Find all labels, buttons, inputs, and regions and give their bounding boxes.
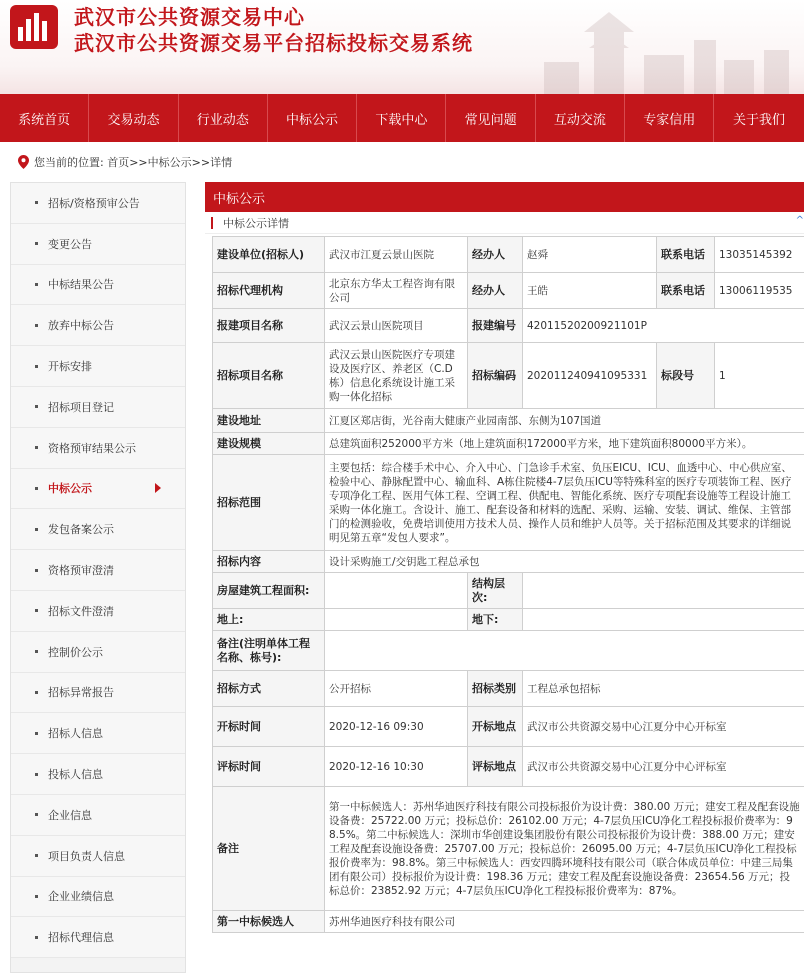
detail-table (212, 236, 804, 933)
sidebar-item-label: 控制价公示 (48, 645, 103, 659)
value-remark: 第一中标候选人：苏州华迪医疗科技有限公司投标报价为设计费：380.00 万元；建安工程及配套设施设备费：25722.00 万元；投标总价：26102.00 万元；4-7层负压ICU净化工程投标报价费率为：98.5%。第二中标候选人：深圳市华创建设集团股份有限公司投标报价为设计费：388.00 万元；建安工程及配套设施设备费：25707.00 万元；投标总价：26095.00 万元；4-7层负压ICU净化工程投标报价费率为：98.8%。第三中标候选人：西安四腾环境科技有限公司（联合体成员单位：中建三局集团有限公司）投标报价为设计费：198.36 万元；建安工程及配套设施设备费：23654.56 万元；投标总价：23852.92 万元；4-7层负压ICU净化工程投标报价费率为：87%。 (325, 787, 804, 911)
sidebar-item-label: 中标公示 (48, 482, 92, 496)
label-address: 建设地址 (213, 409, 325, 433)
nav-download[interactable]: 下载中心 (357, 94, 446, 142)
value-section-no: 1 (715, 343, 804, 409)
label-remark: 备注 (213, 787, 325, 911)
bullet-icon (35, 446, 38, 449)
sidebar-item[interactable] (11, 224, 185, 265)
sidebar-item[interactable] (11, 265, 185, 306)
sidebar-item[interactable] (11, 469, 185, 510)
label-agency: 招标代理机构 (213, 273, 325, 309)
table-row (213, 433, 804, 455)
value-above-ground (325, 609, 468, 631)
label-bid-no: 招标编码 (468, 343, 523, 409)
value-handler: 赵舜 (523, 237, 657, 273)
site-header (0, 0, 804, 94)
bullet-icon (35, 201, 38, 204)
breadcrumb (18, 152, 232, 172)
sidebar-item-label: 放弃中标公告 (48, 319, 114, 333)
sidebar-item-label: 招标文件澄清 (48, 604, 114, 618)
value-report-no: 42011520200921101P (523, 309, 804, 343)
label-report-no: 报建编号 (468, 309, 523, 343)
label-handler: 经办人 (468, 237, 523, 273)
value-bid-name: 武汉云景山医院医疗专项建设及医疗区、养老区（C.D栋）信息化系统设计施工采购一体化招标 (325, 343, 468, 409)
table-row (213, 631, 804, 671)
nav-faq[interactable]: 常见问题 (446, 94, 535, 142)
value-structure (523, 573, 804, 609)
table-row (213, 609, 804, 631)
value-build-unit: 武汉市江夏云景山医院 (325, 237, 468, 273)
table-row (213, 707, 804, 747)
sidebar-item-label: 招标代理信息 (48, 931, 114, 945)
sidebar-item[interactable] (11, 509, 185, 550)
bullet-icon (35, 895, 38, 898)
nav-expert-credit[interactable]: 专家信用 (625, 94, 714, 142)
value-first-candidate: 苏州华迪医疗科技有限公司 (325, 911, 804, 933)
bullet-icon (35, 691, 38, 694)
label-scope: 招标范围 (213, 455, 325, 551)
sidebar-item[interactable] (11, 387, 185, 428)
label-open-place: 开标地点 (468, 707, 523, 747)
table-row (213, 455, 804, 551)
value-open-place: 武汉市公共资源交易中心江夏分中心开标室 (523, 707, 804, 747)
table-row (213, 237, 804, 273)
table-row (213, 343, 804, 409)
value-below-ground (523, 609, 804, 631)
table-row (213, 551, 804, 573)
bullet-icon (35, 242, 38, 245)
sidebar-item-label: 招标项目登记 (48, 400, 114, 414)
table-row (213, 273, 804, 309)
bullet-icon (35, 773, 38, 776)
value-phone: 13035145392 (715, 237, 804, 273)
sidebar-item[interactable] (11, 713, 185, 754)
value-address: 江夏区郑店街，光谷南大健康产业园南部、东侧为107国道 (325, 409, 804, 433)
sidebar-item-label: 投标人信息 (48, 768, 103, 782)
bullet-icon (35, 324, 38, 327)
label-handler: 经办人 (468, 273, 523, 309)
site-logo[interactable] (10, 5, 58, 49)
nav-trade-news[interactable]: 交易动态 (89, 94, 178, 142)
value-category: 工程总承包招标 (523, 671, 804, 707)
bullet-icon (35, 283, 38, 286)
skyline-decoration-icon (444, 0, 804, 94)
value-eval-place: 武汉市公共资源交易中心江夏分中心评标室 (523, 747, 804, 787)
label-section-no: 标段号 (657, 343, 715, 409)
bullet-icon (35, 569, 38, 572)
sidebar-item[interactable] (11, 673, 185, 714)
value-scope: 主要包括：综合楼手术中心、介入中心、门急诊手术室、负压EICU、ICU、血透中心、中心供应室、检验中心、静脉配置中心、输血科、A栋住院楼4-7层负压ICU等特殊科室的医疗专项装饰工程、医疗专项净化工程、医用气体工程、空调工程、供配电、智能化系统、医疗专项配套设施等工程设计施工采购一体化施工。含设计、施工、配套设备和材料的选配、采购、运输、安装、调试、维保、主管部门的检测验收，免费培训使用方技术人员、操作人员和维护人员等。关于招标范围及其要求的详细说明见第五章“发包人要求”。 (325, 455, 804, 551)
sidebar-item[interactable] (11, 836, 185, 877)
sidebar-item[interactable] (11, 632, 185, 673)
value-handler: 王皓 (523, 273, 657, 309)
label-above-ground: 地上: (213, 609, 325, 631)
sidebar-item[interactable] (11, 346, 185, 387)
table-row (213, 671, 804, 707)
bullet-icon (35, 609, 38, 612)
nav-industry-news[interactable]: 行业动态 (179, 94, 268, 142)
table-row (213, 787, 804, 911)
label-below-ground: 地下: (468, 609, 523, 631)
sidebar-item-label: 招标异常报告 (48, 686, 114, 700)
site-subtitle: 武汉市公共资源交易平台招标投标交易系统 (74, 31, 473, 55)
panel-title: 中标公示 (205, 182, 804, 212)
value-bid-no: 202011240941095331 (523, 343, 657, 409)
label-structure: 结构层次: (468, 573, 523, 609)
bullet-icon (35, 936, 38, 939)
label-eval-place: 评标地点 (468, 747, 523, 787)
sidebar-item-label: 资格预审结果公示 (48, 441, 136, 455)
value-open-time: 2020-12-16 09:30 (325, 707, 468, 747)
label-scale: 建设规模 (213, 433, 325, 455)
label-first-candidate: 第一中标候选人 (213, 911, 325, 933)
label-phone: 联系电话 (657, 237, 715, 273)
sidebar-item-label: 变更公告 (48, 237, 92, 251)
label-bid-name: 招标项目名称 (213, 343, 325, 409)
bullet-icon (35, 650, 38, 653)
label-method: 招标方式 (213, 671, 325, 707)
main-nav (0, 94, 804, 142)
bullet-icon (35, 813, 38, 816)
sidebar-item-label: 中标结果公告 (48, 278, 114, 292)
sidebar-item[interactable] (11, 428, 185, 469)
nav-interaction[interactable]: 互动交流 (536, 94, 625, 142)
value-agency: 北京东方华太工程咨询有限公司 (325, 273, 468, 309)
nav-about[interactable]: 关于我们 (733, 112, 786, 128)
bullet-icon (35, 405, 38, 408)
table-row (213, 747, 804, 787)
bullet-icon (35, 732, 38, 735)
value-report-name: 武汉云景山医院项目 (325, 309, 468, 343)
section-header (205, 212, 804, 234)
label-remark-unit: 备注(注明单体工程名称、栋号): (213, 631, 325, 671)
label-category: 招标类别 (468, 671, 523, 707)
sidebar-item-label: 招标人信息 (48, 727, 103, 741)
sidebar-item[interactable] (11, 877, 185, 918)
label-area: 房屋建筑工程面积: (213, 573, 325, 609)
breadcrumb-text[interactable]: 您当前的位置: 首页>>中标公示>>详情 (34, 156, 233, 169)
nav-award-notice[interactable]: 中标公示 (268, 94, 357, 142)
sidebar-item[interactable] (11, 795, 185, 836)
table-row (213, 409, 804, 433)
sidebar-item[interactable] (11, 305, 185, 346)
sidebar-item[interactable] (11, 917, 185, 958)
sidebar-item-label: 项目负责人信息 (48, 849, 125, 863)
active-arrow-icon (155, 483, 161, 493)
section-title: 中标公示详情 (223, 216, 289, 230)
bullet-icon (35, 365, 38, 368)
table-row (213, 309, 804, 343)
sidebar-item-label: 资格预审澄清 (48, 564, 114, 578)
site-title: 武汉市公共资源交易中心 (74, 5, 305, 29)
value-eval-time: 2020-12-16 10:30 (325, 747, 468, 787)
sidebar-item-label: 发包备案公示 (48, 523, 114, 537)
label-build-unit: 建设单位(招标人) (213, 237, 325, 273)
sidebar-item[interactable] (11, 754, 185, 795)
bullet-icon (35, 528, 38, 531)
label-report-name: 报建项目名称 (213, 309, 325, 343)
label-content: 招标内容 (213, 551, 325, 573)
value-area (325, 573, 468, 609)
sidebar (10, 182, 186, 973)
label-open-time: 开标时间 (213, 707, 325, 747)
sidebar-item-label: 企业业绩信息 (48, 890, 114, 904)
value-content: 设计采购施工/交钥匙工程总承包 (325, 551, 804, 573)
sidebar-item[interactable] (11, 591, 185, 632)
value-remark-unit (325, 631, 804, 671)
value-phone: 13006119535 (715, 273, 804, 309)
value-method: 公开招标 (325, 671, 468, 707)
value-scale: 总建筑面积252000平方米（地上建筑面积172000平方米，地下建筑面积80000平方米）。 (325, 433, 804, 455)
bullet-icon (35, 854, 38, 857)
main-content (205, 182, 804, 973)
label-eval-time: 评标时间 (213, 747, 325, 787)
sidebar-item-label: 企业信息 (48, 808, 92, 822)
sidebar-item[interactable] (11, 183, 185, 224)
table-row (213, 573, 804, 609)
nav-home[interactable]: 系统首页 (0, 94, 89, 142)
table-row (213, 911, 804, 933)
section-marker (211, 217, 213, 229)
bullet-icon (35, 487, 38, 490)
sidebar-item-label: 开标安排 (48, 360, 92, 374)
sidebar-item-label: 招标/资格预审公告 (48, 196, 140, 210)
sidebar-item[interactable] (11, 550, 185, 591)
collapse-icon[interactable]: ^ (795, 215, 804, 226)
location-pin-icon (18, 155, 29, 169)
label-phone: 联系电话 (657, 273, 715, 309)
